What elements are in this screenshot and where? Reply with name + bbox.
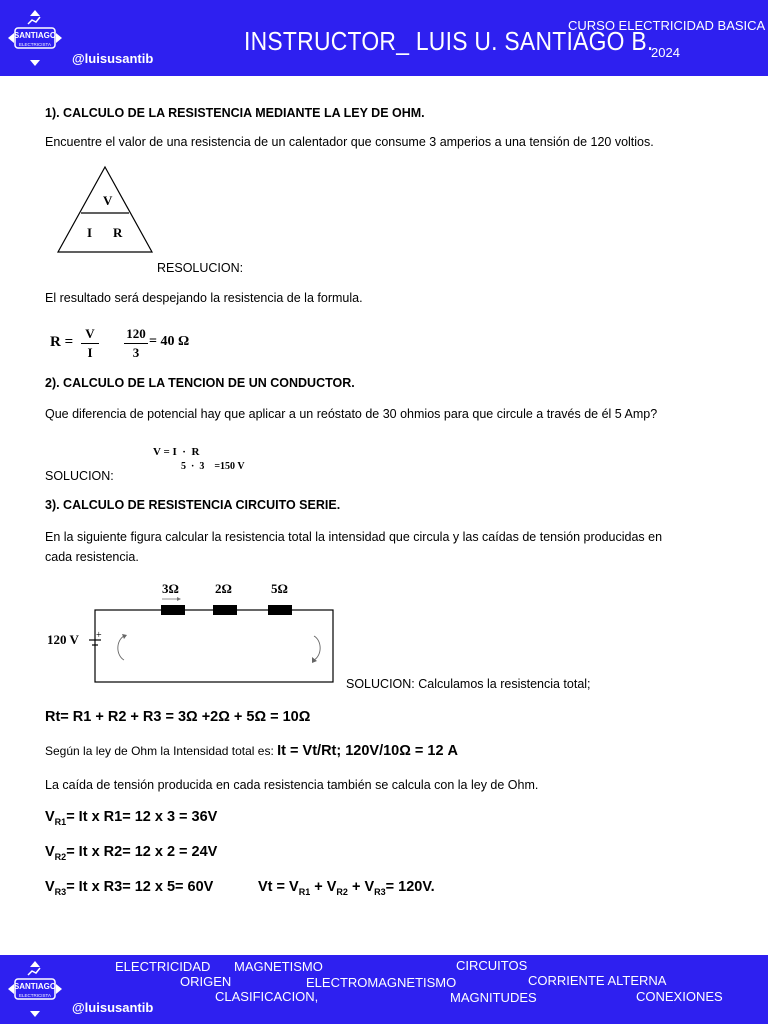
- santiago-logo: [6, 8, 64, 68]
- resistor-r2: [213, 605, 237, 615]
- svg-text:SANTIAGO: SANTIAGO: [13, 982, 57, 991]
- triangle-r: R: [113, 225, 123, 240]
- footer-topic-circuitos: CIRCUITOS: [456, 958, 528, 973]
- section1-title: 1). CALCULO DE LA RESISTENCIA MEDIANTE LA LEY DE OHM.: [45, 106, 425, 120]
- svg-text:ELECTRICISTA: ELECTRICISTA: [19, 993, 51, 998]
- svg-text:2Ω: 2Ω: [215, 581, 232, 596]
- svg-text:5Ω: 5Ω: [271, 581, 288, 596]
- santiago-logo-footer: [6, 959, 64, 1019]
- intensity-line: [45, 743, 458, 759]
- footer-banner: [0, 955, 768, 1024]
- section1-explanation: El resultado será despejando la resistencia de la formula.: [45, 291, 363, 305]
- svg-text:ELECTRICISTA: ELECTRICISTA: [19, 42, 51, 47]
- vr1-formula: $V_{R1}= It$ x R1= 12 x 3 = 36V: [45, 809, 218, 827]
- section2-solution-label: SOLUCION:: [45, 469, 114, 483]
- footer-handle: @luisusantib: [72, 1000, 154, 1015]
- svg-text:+: +: [96, 630, 102, 641]
- footer-topic-corriente-alterna: CORRIENTE ALTERNA: [528, 973, 667, 988]
- header-handle: @luisusantib: [72, 51, 154, 66]
- resistor-r1: [161, 605, 185, 615]
- section3-solution-text: SOLUCION: Calculamos la resistencia total;: [346, 677, 591, 691]
- rt-formula: Rt= R1 + R2 + R3 = 3Ω +2Ω + 5Ω = 10Ω: [45, 709, 311, 725]
- header-banner: [0, 0, 768, 76]
- ohm-formula: R = V I 120 3 = 40 Ω: [50, 326, 190, 360]
- footer-topic-electromagnetismo: ELECTROMAGNETISMO: [306, 975, 457, 990]
- resolution-label: RESOLUCION:: [157, 261, 244, 275]
- section2-problem: Que diferencia de potencial hay que aplicar a un reóstato de 30 ohmios para que circule a través de él 5 Amp?: [45, 407, 658, 421]
- triangle-v: V: [103, 193, 113, 208]
- section2-formula-line2: 5 · 3 =150 V: [181, 461, 245, 472]
- series-circuit-diagram: [44, 578, 344, 688]
- resistor-r3: [268, 605, 292, 615]
- section3-title: 3). CALCULO DE RESISTENCIA CIRCUITO SERIE.: [45, 498, 341, 512]
- vr2-formula: $V_{R2}= It$ x R2= 12 x 2 = 24V: [45, 844, 218, 862]
- section2-title: 2). CALCULO DE LA TENCION DE UN CONDUCTOR.: [45, 376, 355, 390]
- section1-problem: Encuentre el valor de una resistencia de un calentador que consume 3 amperios a una tensión de 120 voltios.: [45, 135, 654, 149]
- footer-topic-origen: ORIGEN: [180, 974, 232, 989]
- ohm-triangle: [55, 165, 155, 255]
- svg-text:3Ω: 3Ω: [162, 581, 179, 596]
- intensity-formula: It = Vt/Rt; 120V/10Ω = 12 A: [277, 743, 459, 759]
- drop-text: La caída de tensión producida en cada resistencia también se calcula con la ley de Ohm.: [45, 778, 539, 792]
- course-name: CURSO ELECTRICIDAD BASICA: [568, 18, 766, 33]
- svg-text:120 V: 120 V: [47, 632, 79, 647]
- vt-total-formula: $Vt = V_{R1} + V_{R2} + V_{R3}= 120V$.: [258, 879, 435, 897]
- footer-topic-clasificacion: CLASIFICACION,: [215, 989, 319, 1004]
- footer-topic-magnitudes: MAGNITUDES: [450, 990, 537, 1005]
- footer-topic-magnetismo: MAGNETISMO: [234, 959, 323, 974]
- vr3-formula: $V_{R3}= It$ x R3= 12 x 5= 60V: [45, 879, 214, 897]
- intensity-intro: Según la ley de Ohm la Intensidad total es:: [45, 744, 278, 758]
- section2-formula-line1: V = I · R: [153, 446, 200, 458]
- footer-topic-conexiones: CONEXIONES: [636, 989, 723, 1004]
- course-year: 2024: [651, 45, 680, 60]
- section3-problem-line1: En la siguiente figura calcular la resistencia total la intensidad que circula y las caídas de tensión producidas en: [45, 530, 663, 544]
- footer-topic-electricidad: ELECTRICIDAD: [115, 959, 211, 974]
- instructor-title: INSTRUCTOR_ LUIS U. SANTIAGO B.: [244, 26, 654, 56]
- section3-problem-line2: cada resistencia.: [45, 550, 139, 564]
- triangle-i: I: [87, 225, 93, 240]
- svg-text:SANTIAGO: SANTIAGO: [13, 31, 57, 40]
